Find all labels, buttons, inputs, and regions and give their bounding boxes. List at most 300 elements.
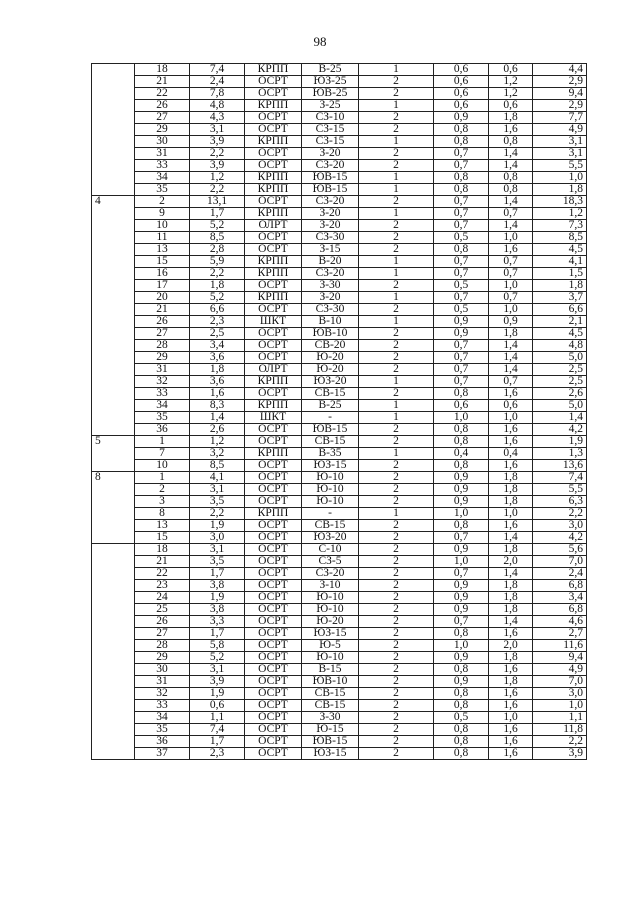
plot-number-cell: 31 [135, 148, 190, 160]
value-a-cell: 0,7 [434, 148, 489, 160]
value-c-cell: 3,4 [533, 592, 587, 604]
plot-number-cell: 27 [135, 328, 190, 340]
plot-number-cell: 35 [135, 184, 190, 196]
value-a-cell: 0,7 [434, 616, 489, 628]
area-cell: 5,2 [190, 220, 245, 232]
table-row [92, 544, 587, 556]
value-c-cell: 8,5 [533, 232, 587, 244]
value-a-cell: 0,8 [434, 628, 489, 640]
count-cell: 2 [359, 568, 434, 580]
data-table [91, 63, 587, 760]
count-cell: 1 [359, 316, 434, 328]
value-c-cell: 11,8 [533, 724, 587, 736]
plot-number-cell: 8 [135, 508, 190, 520]
plot-number-cell: 34 [135, 712, 190, 724]
area-cell: 5,2 [190, 652, 245, 664]
value-a-cell: 0,9 [434, 580, 489, 592]
value-c-cell: 3,0 [533, 520, 587, 532]
value-b-cell: 1,0 [489, 232, 533, 244]
area-cell: 1,9 [190, 688, 245, 700]
type-cell: КРПП [245, 100, 302, 112]
area-cell: 3,2 [190, 448, 245, 460]
table-row [92, 292, 587, 304]
plot-number-cell: 29 [135, 652, 190, 664]
area-cell: 3,1 [190, 544, 245, 556]
table-row [92, 304, 587, 316]
value-b-cell: 1,4 [489, 196, 533, 208]
area-cell: 1,2 [190, 172, 245, 184]
type-cell: КРПП [245, 64, 302, 76]
value-c-cell: 5,6 [533, 544, 587, 556]
type-cell: ОСРТ [245, 700, 302, 712]
value-b-cell: 1,6 [489, 244, 533, 256]
value-b-cell: 1,8 [489, 604, 533, 616]
value-c-cell: 1,1 [533, 712, 587, 724]
value-c-cell: 2,6 [533, 388, 587, 400]
type-cell: ОСРТ [245, 496, 302, 508]
plot-number-cell: 1 [135, 436, 190, 448]
value-c-cell: 7,3 [533, 220, 587, 232]
value-a-cell: 0,7 [434, 340, 489, 352]
value-b-cell: 1,6 [489, 460, 533, 472]
value-c-cell: 6,3 [533, 496, 587, 508]
value-b-cell: 1,8 [489, 496, 533, 508]
area-cell: 2,2 [190, 508, 245, 520]
plot-number-cell: 28 [135, 640, 190, 652]
direction-cell: ЮВ-25 [302, 88, 359, 100]
table-row [92, 316, 587, 328]
plot-number-cell: 23 [135, 580, 190, 592]
type-cell: КРПП [245, 400, 302, 412]
value-b-cell: 1,0 [489, 412, 533, 424]
value-c-cell: 2,2 [533, 736, 587, 748]
plot-number-cell: 29 [135, 124, 190, 136]
type-cell: ОСРТ [245, 676, 302, 688]
count-cell: 1 [359, 208, 434, 220]
value-c-cell: 11,6 [533, 640, 587, 652]
value-a-cell: 0,7 [434, 196, 489, 208]
table-row [92, 280, 587, 292]
type-cell: ОСРТ [245, 76, 302, 88]
direction-cell: В-15 [302, 664, 359, 676]
table-row [92, 208, 587, 220]
plot-number-cell: 13 [135, 244, 190, 256]
direction-cell: ЮЗ-25 [302, 76, 359, 88]
value-a-cell: 0,7 [434, 292, 489, 304]
plot-number-cell: 16 [135, 268, 190, 280]
value-c-cell: 3,9 [533, 748, 587, 760]
value-b-cell: 1,6 [489, 736, 533, 748]
type-cell: КРПП [245, 292, 302, 304]
count-cell: 1 [359, 184, 434, 196]
count-cell: 2 [359, 676, 434, 688]
direction-cell: Ю-10 [302, 472, 359, 484]
value-b-cell: 0,7 [489, 376, 533, 388]
table-row [92, 64, 587, 76]
count-cell: 1 [359, 256, 434, 268]
direction-cell: Ю-20 [302, 352, 359, 364]
direction-cell: Ю-15 [302, 724, 359, 736]
value-b-cell: 1,0 [489, 712, 533, 724]
value-b-cell: 1,4 [489, 568, 533, 580]
plot-number-cell: 36 [135, 424, 190, 436]
type-cell: ОСРТ [245, 484, 302, 496]
value-c-cell: 2,2 [533, 508, 587, 520]
type-cell: ОСРТ [245, 520, 302, 532]
type-cell: ОСРТ [245, 196, 302, 208]
area-cell: 4,8 [190, 100, 245, 112]
value-c-cell: 5,5 [533, 484, 587, 496]
count-cell: 2 [359, 712, 434, 724]
type-cell: ОСРТ [245, 160, 302, 172]
direction-cell: ЮЗ-20 [302, 532, 359, 544]
direction-cell: З-30 [302, 280, 359, 292]
direction-cell: З-20 [302, 292, 359, 304]
plot-number-cell: 15 [135, 256, 190, 268]
value-b-cell: 1,6 [489, 436, 533, 448]
value-a-cell: 0,9 [434, 676, 489, 688]
direction-cell: СЗ-20 [302, 160, 359, 172]
value-a-cell: 0,5 [434, 280, 489, 292]
plot-number-cell: 35 [135, 724, 190, 736]
area-cell: 1,2 [190, 436, 245, 448]
table-row [92, 112, 587, 124]
table-row [92, 184, 587, 196]
value-a-cell: 0,6 [434, 76, 489, 88]
value-a-cell: 0,9 [434, 328, 489, 340]
direction-cell: В-35 [302, 448, 359, 460]
plot-number-cell: 2 [135, 484, 190, 496]
count-cell: 2 [359, 544, 434, 556]
table-row [92, 340, 587, 352]
area-cell: 3,4 [190, 340, 245, 352]
area-cell: 13,1 [190, 196, 245, 208]
table-row [92, 532, 587, 544]
type-cell: ОСРТ [245, 352, 302, 364]
value-a-cell: 0,8 [434, 136, 489, 148]
value-a-cell: 0,5 [434, 304, 489, 316]
table-row [92, 424, 587, 436]
value-a-cell: 0,7 [434, 352, 489, 364]
area-cell: 1,1 [190, 712, 245, 724]
direction-cell: В-25 [302, 400, 359, 412]
value-a-cell: 0,9 [434, 544, 489, 556]
direction-cell: С-10 [302, 544, 359, 556]
value-b-cell: 0,9 [489, 316, 533, 328]
count-cell: 2 [359, 736, 434, 748]
count-cell: 1 [359, 448, 434, 460]
value-b-cell: 0,7 [489, 208, 533, 220]
value-c-cell: 4,1 [533, 256, 587, 268]
count-cell: 2 [359, 328, 434, 340]
value-a-cell: 0,9 [434, 652, 489, 664]
type-cell: ОСРТ [245, 664, 302, 676]
type-cell: ОСРТ [245, 604, 302, 616]
table-row [92, 196, 587, 208]
type-cell: ОЛРТ [245, 220, 302, 232]
count-cell: 2 [359, 112, 434, 124]
type-cell: ОСРТ [245, 280, 302, 292]
value-b-cell: 1,4 [489, 340, 533, 352]
type-cell: ОСРТ [245, 88, 302, 100]
area-cell: 3,9 [190, 136, 245, 148]
count-cell: 1 [359, 400, 434, 412]
type-cell: ОСРТ [245, 616, 302, 628]
count-cell: 1 [359, 508, 434, 520]
value-b-cell: 1,0 [489, 280, 533, 292]
direction-cell: СЗ-30 [302, 232, 359, 244]
plot-number-cell: 33 [135, 160, 190, 172]
plot-number-cell: 22 [135, 568, 190, 580]
table-row [92, 352, 587, 364]
area-cell: 4,3 [190, 112, 245, 124]
value-c-cell: 4,4 [533, 64, 587, 76]
count-cell: 2 [359, 364, 434, 376]
direction-cell: Ю-5 [302, 640, 359, 652]
type-cell: ОСРТ [245, 688, 302, 700]
value-b-cell: 1,6 [489, 424, 533, 436]
count-cell: 2 [359, 244, 434, 256]
count-cell: 2 [359, 484, 434, 496]
value-b-cell: 1,8 [489, 544, 533, 556]
count-cell: 2 [359, 160, 434, 172]
direction-cell: - [302, 412, 359, 424]
value-b-cell: 0,7 [489, 268, 533, 280]
value-c-cell: 6,8 [533, 580, 587, 592]
value-a-cell: 0,8 [434, 520, 489, 532]
value-b-cell: 1,8 [489, 592, 533, 604]
type-cell: ОСРТ [245, 388, 302, 400]
value-c-cell: 1,2 [533, 208, 587, 220]
count-cell: 2 [359, 148, 434, 160]
value-a-cell: 1,0 [434, 412, 489, 424]
table-row [92, 736, 587, 748]
value-a-cell: 0,9 [434, 316, 489, 328]
area-cell: 6,6 [190, 304, 245, 316]
direction-cell: СЗ-20 [302, 568, 359, 580]
value-b-cell: 1,2 [489, 76, 533, 88]
area-cell: 2,8 [190, 244, 245, 256]
plot-number-cell: 33 [135, 700, 190, 712]
count-cell: 1 [359, 64, 434, 76]
value-b-cell: 1,6 [489, 664, 533, 676]
type-cell: ОСРТ [245, 340, 302, 352]
table-row [92, 604, 587, 616]
type-cell: ОСРТ [245, 232, 302, 244]
count-cell: 2 [359, 496, 434, 508]
type-cell: ОСРТ [245, 736, 302, 748]
plot-number-cell: 10 [135, 220, 190, 232]
count-cell: 1 [359, 172, 434, 184]
plot-number-cell: 29 [135, 352, 190, 364]
table-row [92, 724, 587, 736]
direction-cell: З-15 [302, 244, 359, 256]
value-c-cell: 7,0 [533, 676, 587, 688]
type-cell: КРПП [245, 376, 302, 388]
table-body [92, 64, 587, 760]
plot-number-cell: 30 [135, 136, 190, 148]
value-b-cell: 2,0 [489, 640, 533, 652]
table-row [92, 244, 587, 256]
count-cell: 2 [359, 604, 434, 616]
type-cell: ОСРТ [245, 556, 302, 568]
type-cell: ОСРТ [245, 304, 302, 316]
type-cell: ШКТ [245, 412, 302, 424]
plot-number-cell: 7 [135, 448, 190, 460]
value-b-cell: 1,6 [489, 688, 533, 700]
table-row [92, 664, 587, 676]
value-a-cell: 0,8 [434, 664, 489, 676]
direction-cell: СВ-15 [302, 388, 359, 400]
value-c-cell: 1,8 [533, 280, 587, 292]
value-a-cell: 0,7 [434, 376, 489, 388]
type-cell: ОСРТ [245, 712, 302, 724]
direction-cell: ЮВ-15 [302, 172, 359, 184]
value-b-cell: 0,8 [489, 136, 533, 148]
area-cell: 0,6 [190, 700, 245, 712]
value-c-cell: 2,5 [533, 376, 587, 388]
table-row [92, 616, 587, 628]
count-cell: 2 [359, 652, 434, 664]
direction-cell: В-25 [302, 64, 359, 76]
plot-number-cell: 26 [135, 100, 190, 112]
table-row [92, 400, 587, 412]
value-a-cell: 0,8 [434, 388, 489, 400]
table-row [92, 640, 587, 652]
value-a-cell: 1,0 [434, 556, 489, 568]
direction-cell: Ю-10 [302, 484, 359, 496]
value-c-cell: 9,4 [533, 652, 587, 664]
plot-number-cell: 30 [135, 664, 190, 676]
direction-cell: ЮЗ-20 [302, 376, 359, 388]
table-row [92, 568, 587, 580]
plot-number-cell: 31 [135, 676, 190, 688]
value-c-cell: 7,4 [533, 472, 587, 484]
plot-number-cell: 27 [135, 628, 190, 640]
value-c-cell: 4,5 [533, 244, 587, 256]
value-a-cell: 0,7 [434, 208, 489, 220]
table-row [92, 364, 587, 376]
table-row [92, 496, 587, 508]
table-row [92, 232, 587, 244]
value-c-cell: 1,8 [533, 184, 587, 196]
area-cell: 3,5 [190, 496, 245, 508]
direction-cell: З-30 [302, 712, 359, 724]
count-cell: 2 [359, 592, 434, 604]
value-a-cell: 0,8 [434, 184, 489, 196]
value-a-cell: 0,8 [434, 124, 489, 136]
count-cell: 1 [359, 376, 434, 388]
table-row [92, 76, 587, 88]
value-a-cell: 0,5 [434, 712, 489, 724]
area-cell: 1,4 [190, 412, 245, 424]
zone-cell: 4 [92, 196, 135, 436]
value-c-cell: 2,9 [533, 100, 587, 112]
table-row [92, 688, 587, 700]
value-a-cell: 0,6 [434, 400, 489, 412]
value-a-cell: 0,8 [434, 700, 489, 712]
plot-number-cell: 3 [135, 496, 190, 508]
direction-cell: СВ-15 [302, 436, 359, 448]
plot-number-cell: 9 [135, 208, 190, 220]
value-a-cell: 0,7 [434, 256, 489, 268]
area-cell: 8,5 [190, 232, 245, 244]
value-a-cell: 0,8 [434, 172, 489, 184]
table-row [92, 388, 587, 400]
type-cell: ОСРТ [245, 544, 302, 556]
type-cell: КРПП [245, 268, 302, 280]
direction-cell: СЗ-10 [302, 112, 359, 124]
direction-cell: ЮВ-15 [302, 736, 359, 748]
table-row [92, 88, 587, 100]
value-a-cell: 0,8 [434, 424, 489, 436]
count-cell: 1 [359, 100, 434, 112]
value-a-cell: 0,6 [434, 64, 489, 76]
value-a-cell: 0,7 [434, 532, 489, 544]
type-cell: ОЛРТ [245, 364, 302, 376]
value-b-cell: 1,8 [489, 580, 533, 592]
area-cell: 1,7 [190, 736, 245, 748]
count-cell: 2 [359, 700, 434, 712]
direction-cell: Ю-20 [302, 364, 359, 376]
direction-cell: З-20 [302, 148, 359, 160]
count-cell: 2 [359, 220, 434, 232]
value-c-cell: 18,3 [533, 196, 587, 208]
plot-number-cell: 25 [135, 604, 190, 616]
plot-number-cell: 2 [135, 196, 190, 208]
value-a-cell: 0,8 [434, 736, 489, 748]
count-cell: 2 [359, 556, 434, 568]
value-c-cell: 5,5 [533, 160, 587, 172]
area-cell: 3,8 [190, 604, 245, 616]
direction-cell: СВ-15 [302, 688, 359, 700]
direction-cell: З-20 [302, 220, 359, 232]
area-cell: 8,5 [190, 460, 245, 472]
table-row [92, 700, 587, 712]
value-c-cell: 6,8 [533, 604, 587, 616]
value-b-cell: 2,0 [489, 556, 533, 568]
value-b-cell: 1,2 [489, 88, 533, 100]
table-row [92, 268, 587, 280]
count-cell: 2 [359, 628, 434, 640]
value-a-cell: 0,8 [434, 724, 489, 736]
count-cell: 2 [359, 520, 434, 532]
plot-number-cell: 11 [135, 232, 190, 244]
value-c-cell: 2,7 [533, 628, 587, 640]
area-cell: 3,5 [190, 556, 245, 568]
table-row [92, 460, 587, 472]
count-cell: 2 [359, 388, 434, 400]
value-b-cell: 1,4 [489, 220, 533, 232]
area-cell: 2,3 [190, 316, 245, 328]
value-c-cell: 4,9 [533, 124, 587, 136]
value-b-cell: 0,6 [489, 400, 533, 412]
table-row [92, 484, 587, 496]
table-row [92, 556, 587, 568]
zone-cell: 8 [92, 472, 135, 544]
plot-number-cell: 35 [135, 412, 190, 424]
count-cell: 2 [359, 664, 434, 676]
table-row [92, 436, 587, 448]
count-cell: 2 [359, 304, 434, 316]
value-b-cell: 1,0 [489, 304, 533, 316]
value-c-cell: 6,6 [533, 304, 587, 316]
value-a-cell: 0,8 [434, 460, 489, 472]
table-row [92, 580, 587, 592]
area-cell: 3,9 [190, 676, 245, 688]
plot-number-cell: 10 [135, 460, 190, 472]
value-a-cell: 0,8 [434, 748, 489, 760]
